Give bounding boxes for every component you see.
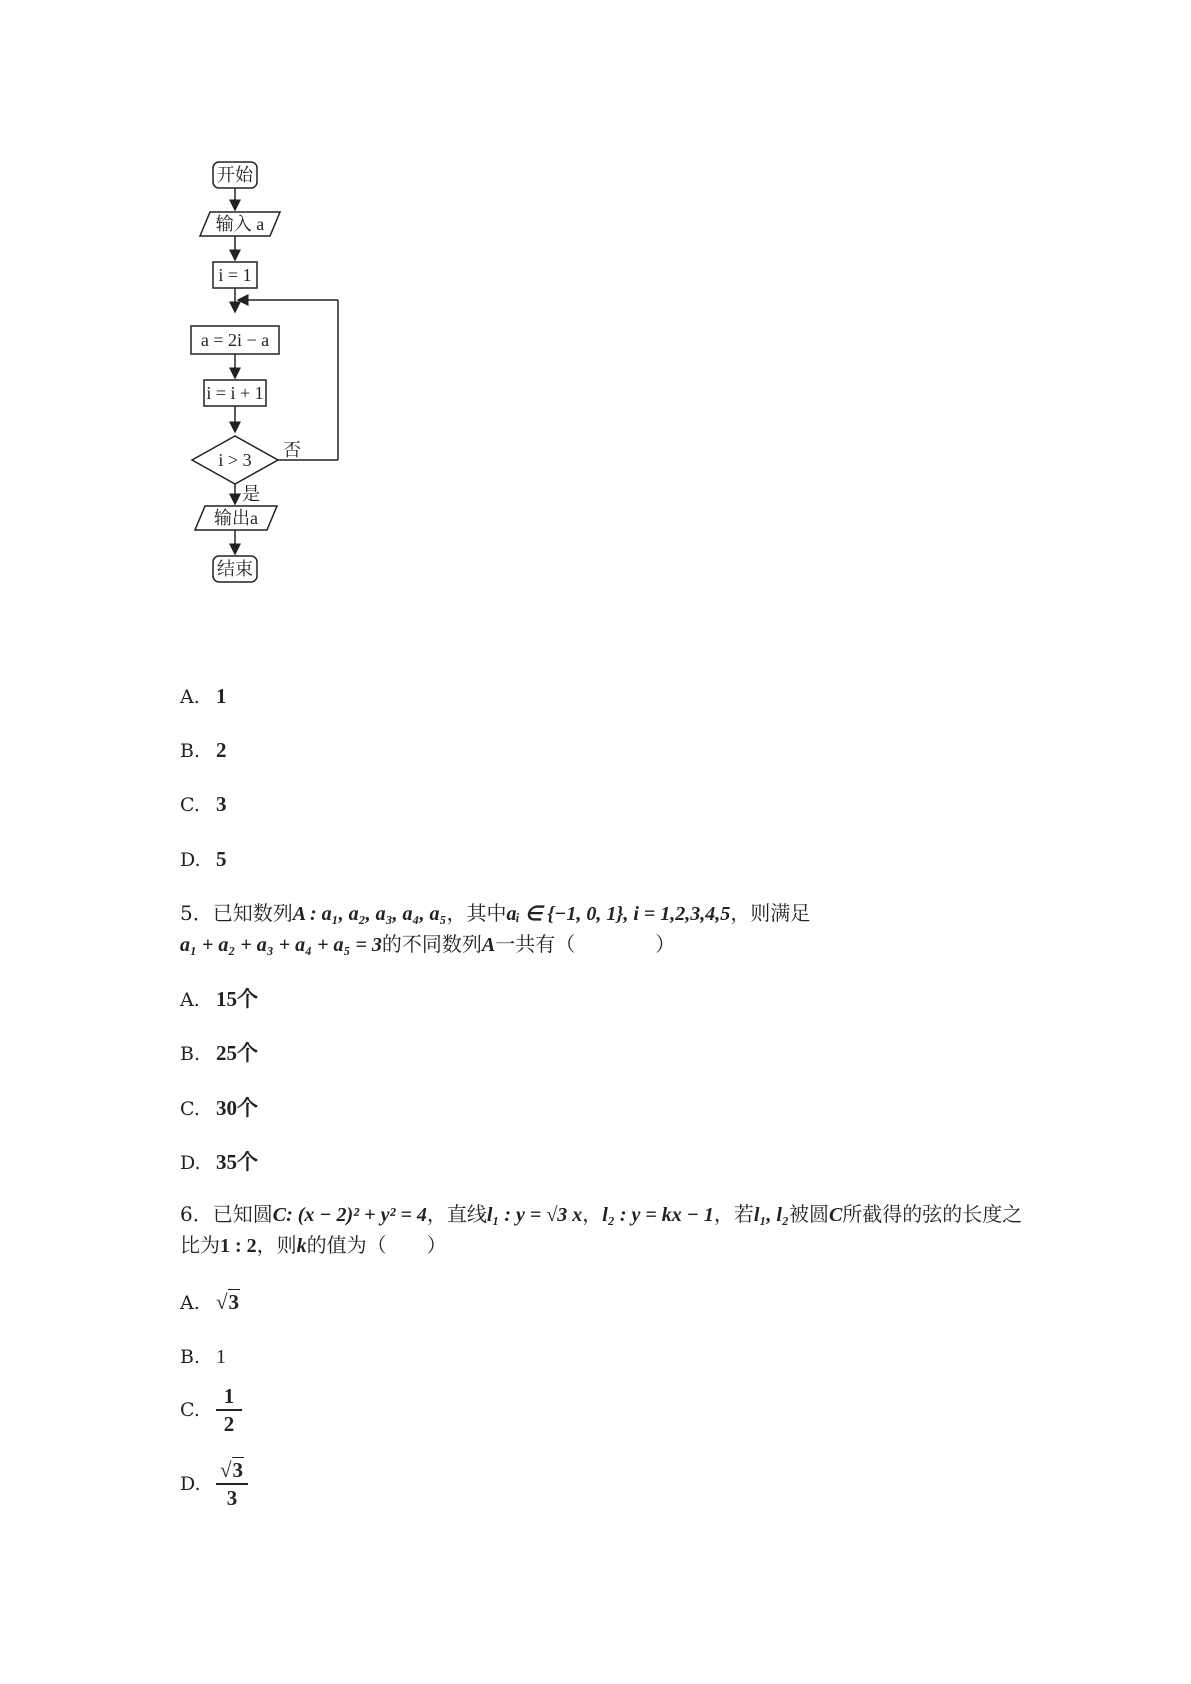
increment-label: i = i + 1 bbox=[206, 383, 264, 403]
math-line-2: l₂ : y = kx − 1 bbox=[602, 1204, 714, 1226]
input-label: 输入 a bbox=[215, 214, 265, 234]
option-value: 2 bbox=[216, 738, 227, 762]
fraction-bar bbox=[216, 1409, 242, 1411]
math-symbol: k bbox=[296, 1235, 307, 1257]
question-5 bbox=[180, 898, 1040, 960]
question-text: ，则满足 bbox=[730, 901, 811, 925]
question-text: ，则 bbox=[256, 1233, 297, 1257]
question-text: 被圆 bbox=[788, 1202, 829, 1226]
question-text: ，若 bbox=[713, 1202, 754, 1226]
question-number: 6． bbox=[180, 1202, 213, 1226]
math-symbol: C bbox=[828, 1204, 843, 1226]
option-label: D. bbox=[180, 1152, 201, 1174]
sqrt-value: √3 bbox=[216, 1290, 240, 1314]
option-label: D. bbox=[180, 1473, 201, 1495]
q6-option-b[interactable] bbox=[180, 1343, 226, 1371]
math-ratio: 1 : 2 bbox=[220, 1235, 257, 1257]
math-circle: C: (x − 2)² + y² = 4 bbox=[272, 1204, 427, 1226]
math-sequence: A : a₁, a₂, a₃, a₄, a₅ bbox=[292, 903, 447, 925]
option-label: A. bbox=[180, 686, 200, 708]
option-label: C. bbox=[180, 1098, 200, 1120]
option-label: B. bbox=[180, 1346, 201, 1368]
option-value: 1 bbox=[216, 684, 227, 708]
fraction bbox=[216, 1458, 248, 1510]
question-number: 5． bbox=[180, 901, 213, 925]
condition-label: i > 3 bbox=[218, 450, 252, 470]
option-label: B. bbox=[180, 740, 201, 762]
q5-option-b[interactable] bbox=[180, 1039, 258, 1068]
option-label: C. bbox=[180, 794, 200, 816]
numerator: 1 bbox=[223, 1384, 235, 1408]
fraction-bar bbox=[216, 1483, 248, 1485]
q5-option-d[interactable] bbox=[180, 1148, 258, 1177]
denominator: 2 bbox=[223, 1412, 235, 1436]
math-domain: aᵢ ∈ {−1, 0, 1}, i = 1,2,3,4,5 bbox=[506, 903, 731, 925]
question-text: 一共有（ ） bbox=[495, 932, 676, 956]
option-label: A. bbox=[180, 1292, 200, 1314]
option-label: A. bbox=[180, 989, 200, 1011]
q4-option-c[interactable] bbox=[180, 790, 227, 819]
numerator: √3 bbox=[219, 1458, 244, 1482]
question-text: ， bbox=[582, 1202, 603, 1226]
radicand: 3 bbox=[228, 1290, 240, 1314]
math-lines: l₁, l₂ bbox=[753, 1204, 789, 1226]
option-label: C. bbox=[180, 1399, 200, 1421]
q5-option-c[interactable] bbox=[180, 1094, 258, 1123]
option-label: D. bbox=[180, 849, 201, 871]
q5-option-a[interactable] bbox=[180, 985, 258, 1014]
question-text: 的不同数列 bbox=[381, 932, 482, 956]
option-value: 3 bbox=[216, 792, 227, 816]
question-text: 已知圆 bbox=[212, 1202, 273, 1226]
start-label: 开始 bbox=[217, 165, 253, 185]
q6-option-c[interactable] bbox=[180, 1384, 242, 1436]
option-label: B. bbox=[180, 1043, 201, 1065]
math-symbol: A bbox=[481, 934, 496, 956]
denominator: 3 bbox=[226, 1486, 238, 1510]
option-value: 30个 bbox=[216, 1096, 258, 1120]
question-text: 的值为（ ） bbox=[306, 1233, 447, 1257]
math-line-1: l₁ : y = √3 x bbox=[486, 1204, 583, 1226]
yes-label: 是 bbox=[242, 484, 260, 504]
output-label: 输出a bbox=[214, 508, 258, 528]
q4-option-d[interactable] bbox=[180, 845, 227, 874]
q4-option-a[interactable] bbox=[180, 682, 227, 711]
question-text: ，其中 bbox=[446, 901, 507, 925]
question-text: ，直线 bbox=[426, 1202, 487, 1226]
q6-option-d[interactable] bbox=[180, 1458, 248, 1510]
radicand: 3 bbox=[232, 1458, 244, 1482]
question-6 bbox=[180, 1199, 1040, 1261]
option-value: 1 bbox=[216, 1346, 226, 1368]
q4-option-b[interactable] bbox=[180, 736, 227, 765]
option-value: 15个 bbox=[216, 987, 258, 1011]
math-sum: a₁ + a₂ + a₃ + a₄ + a₅ = 3 bbox=[180, 934, 382, 956]
q6-option-a[interactable] bbox=[180, 1288, 240, 1317]
question-text: 所截得的弦的长度之比为 bbox=[180, 1202, 1023, 1257]
assign-label: a = 2i − a bbox=[200, 330, 270, 350]
init-label: i = 1 bbox=[218, 265, 252, 285]
option-value: 5 bbox=[216, 847, 227, 871]
end-label: 结束 bbox=[217, 559, 253, 579]
flowchart-diagram bbox=[190, 160, 380, 630]
fraction bbox=[216, 1384, 242, 1436]
question-text: 已知数列 bbox=[212, 901, 293, 925]
option-value: 25个 bbox=[216, 1041, 258, 1065]
no-label: 否 bbox=[283, 440, 301, 460]
option-value: 35个 bbox=[216, 1150, 258, 1174]
